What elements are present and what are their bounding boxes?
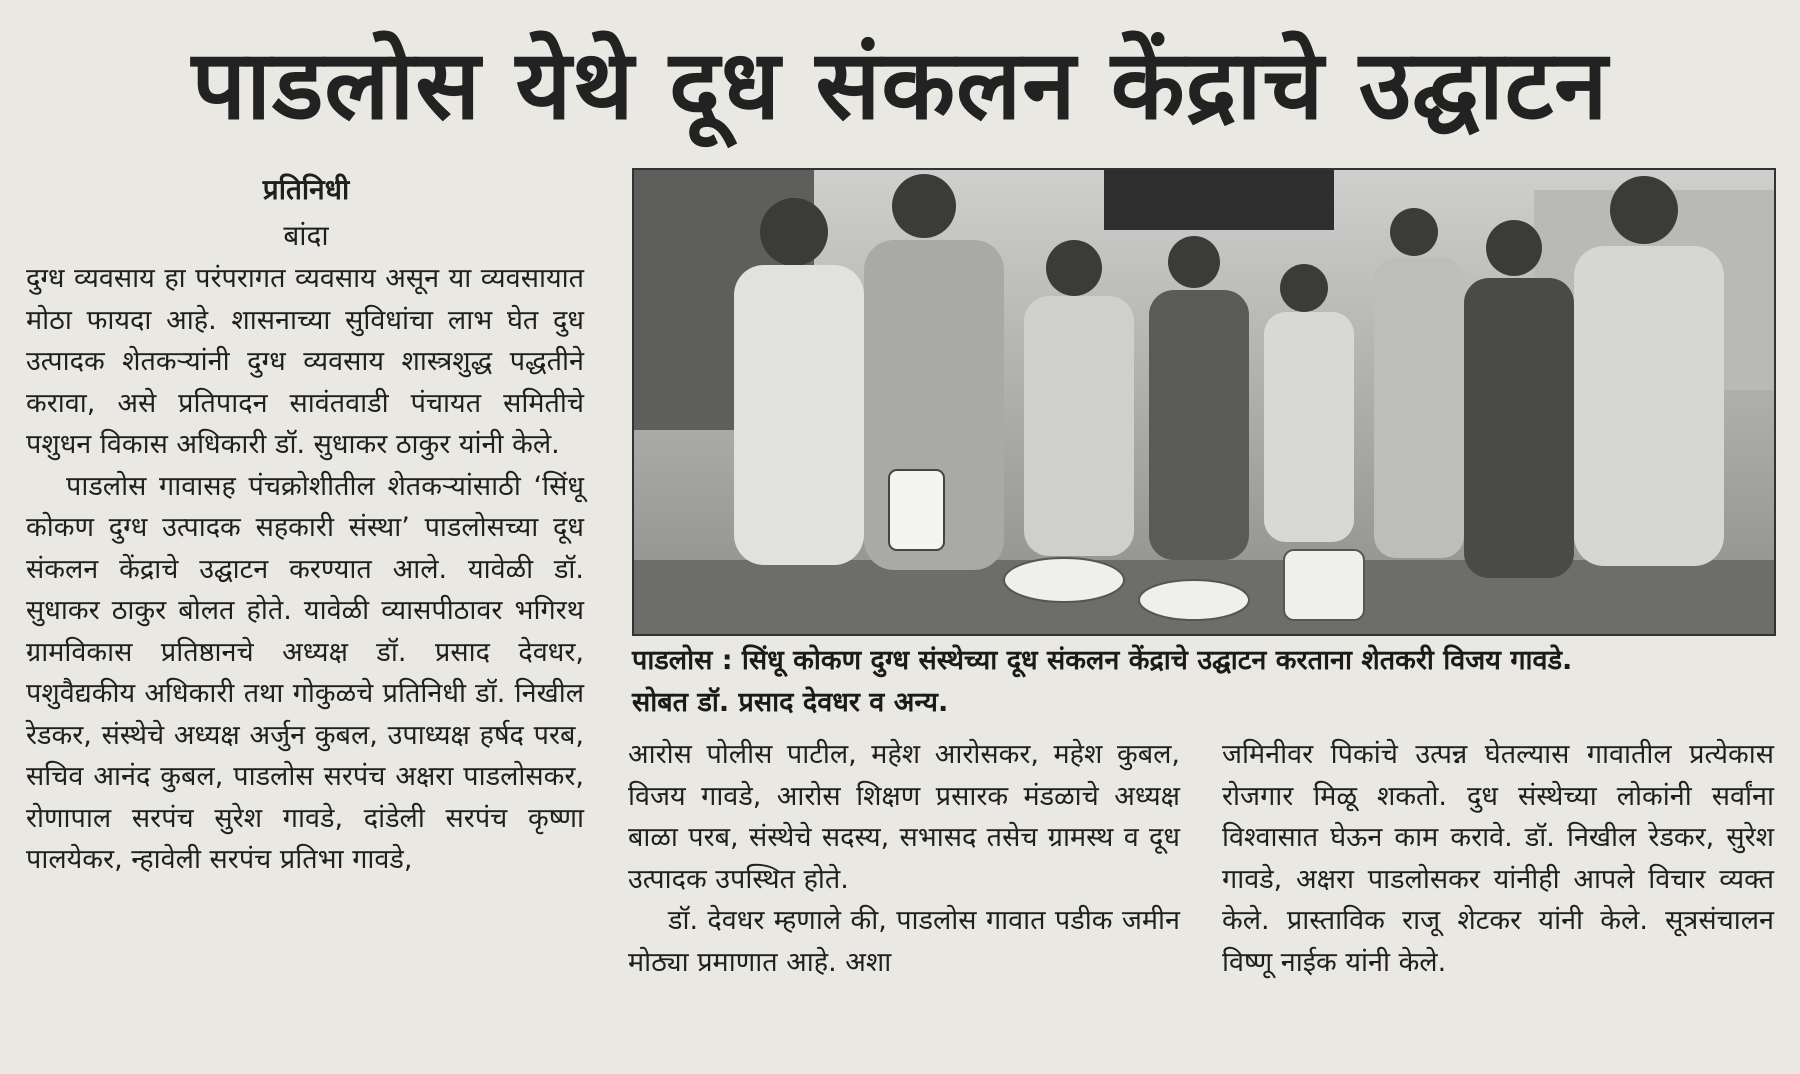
photo-caption [632,640,1780,724]
photo-caption-line-1: पाडलोस : सिंधू कोकण दुग्ध संस्थेच्या दूध संकलन केंद्राचे उद्घाटन करताना शेतकरी विजय गावडे. [632,645,1573,676]
photo-caption-line-2: सोबत डॉ. प्रसाद देवधर व अन्य. [632,687,949,718]
headline: पाडलोस येथे दूध संकलन केंद्राचे उद्घाटन [191,29,1609,141]
news-photo [632,168,1776,636]
article-paragraph: डॉ. देवधर म्हणाले की, पाडलोस गावात पडीक जमीन मोठ्या प्रमाणात आहे. अशा [628,905,1180,978]
byline-reporter: प्रतिनिधी [262,173,350,206]
article-paragraph: पाडलोस गावासह पंचक्रोशीतील शेतकऱ्यांसाठी ‘सिंधू कोकण दुग्ध उत्पादक सहकारी संस्था’ पाडलोसच्या दूध संकलन केंद्राचे उद्घाटन करण्यात आले. यावेळी डॉ. सुधाकर ठाकुर बोलत होते. यावेळी व्यासपीठावर भगिरथ ग्रामविकास प्रतिष्ठानचे अध्यक्ष डॉ. प्रसाद देवधर, पशुवैद्यकीय अधिकारी तथा गोकुळचे प्रतिनिधी डॉ. निखील रेडकर, संस्थेचे अध्यक्ष अर्जुन कुबल, उपाध्यक्ष हर्षद परब, सचिव आनंद कुबल, पाडलोस सरपंच अक्षरा पाडलोसकर, रोणापाल सरपंच सुरेश गावडे, दांडेली सरपंच कृष्णा पालयेकर, न्हावेली सरपंच प्रतिभा गावडे, [26,470,584,875]
article-column-2 [628,734,1180,983]
article-paragraph: जमिनीवर पिकांचे उत्पन्न घेतल्यास गावातील प्रत्येकास रोजगार मिळू शकतो. दुध संस्थेच्या लोकांनी सर्वांना विश्वासात घेऊन काम करावे. डॉ. निखील रेडकर, सुरेश गावडे, अक्षरा पाडलोसकर यांनीही आपले विचार व्यक्त केले. प्रास्ताविक राजू शेटकर यांनी केले. सूत्रसंचालन विष्णू नाईक यांनी केले. [1222,739,1774,978]
news-photo-image [634,170,1774,634]
article-paragraph: दुग्ध व्यवसाय हा परंपरागत व्यवसाय असून या व्यवसायात मोठा फायदा आहे. शासनाच्या सुविधांचा लाभ घेत दुध उत्पादक शेतकऱ्यांनी दुग्ध व्यवसाय शास्त्रशुद्ध पद्धतीने करावा, असे प्रतिपादन सावंतवाडी पंचायत समितीचे पशुधन विकास अधिकारी डॉ. सुधाकर ठाकुर यांनी केले. [26,263,584,460]
article-column-1 [26,258,584,881]
byline-place: बांदा [283,219,329,252]
article-column-3 [1222,734,1774,983]
article-paragraph: आरोस पोलीस पाटील, महेश आरोसकर, महेश कुबल, विजय गावडे, आरोस शिक्षण प्रसारक मंडळाचे अध्यक्ष बाळा परब, संस्थेचे सदस्य, सभासद तसेच ग्रामस्थ व दूध उत्पादक उपस्थित होते. [628,739,1180,895]
